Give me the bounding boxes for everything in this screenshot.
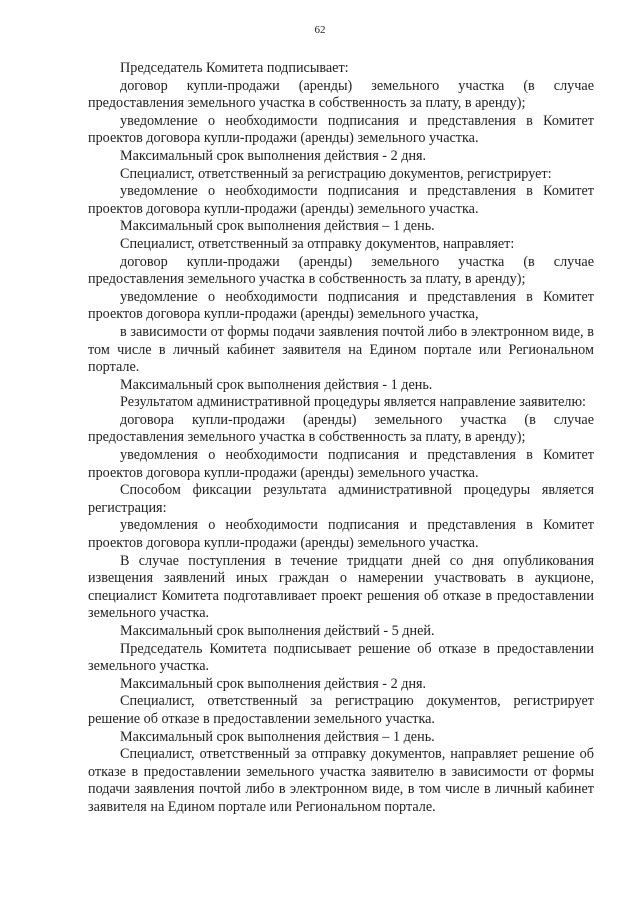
paragraph: договор купли-продажи (аренды) земельного участка (в случае предоставления земельного участка в собственность за плату, в аренду); <box>88 253 594 288</box>
paragraph: Результатом административной процедуры является направление заявителю: <box>120 394 586 411</box>
paragraph: В случае поступления в течение тридцати дней со дня опубликования извещения заявлений иных граждан о намерении участвовать в аукционе, специалист Комитета подготавливает проект решения об отказе в предоставлении земельного участка. <box>88 552 594 622</box>
paragraph: в зависимости от формы подачи заявления почтой либо в электронном виде, в том числе в личный кабинет заявителя на Едином портале или Региональном портале. <box>88 323 594 376</box>
paragraph: уведомление о необходимости подписания и представления в Комитет проектов договора купли-продажи (аренды) земельного участка, <box>88 288 594 323</box>
paragraph: Максимальный срок выполнения действия – 1 день. <box>120 218 435 235</box>
paragraph: Максимальный срок выполнения действия - 2 дня. <box>120 675 427 692</box>
paragraph: договора купли-продажи (аренды) земельного участка (в случае предоставления земельного участка в собственность за плату, в аренду); <box>88 411 594 446</box>
paragraph: Способом фиксации результата административной процедуры является регистрация: <box>88 482 594 516</box>
paragraph: Максимальный срок выполнения действия - 2 дня. <box>120 147 427 164</box>
paragraph: Максимальный срок выполнения действий - 5 дней. <box>120 623 435 639</box>
document-body <box>88 60 594 817</box>
paragraph: Максимальный срок выполнения действия - 1 день. <box>120 376 433 393</box>
paragraph: Председатель Комитета подписывает: <box>120 60 349 76</box>
paragraph: Специалист, ответственный за регистрацию документов, регистрирует: <box>120 165 552 182</box>
page-number: 62 <box>314 24 326 36</box>
paragraph: Специалист, ответственный за отправку документов, направляет: <box>120 235 515 252</box>
paragraph: Специалист, ответственный за регистрацию документов, регистрирует решение об отказе в предоставлении земельного участка. <box>88 693 594 727</box>
paragraph: уведомления о необходимости подписания и представления в Комитет проектов договора купли-продажи (аренды) земельного участка. <box>88 517 594 552</box>
paragraph: уведомление о необходимости подписания и представления в Комитет проектов договора купли-продажи (аренды) земельного участка. <box>88 183 594 217</box>
paragraph: уведомление о необходимости подписания и представления в Комитет проектов договора купли-продажи (аренды) земельного участка. <box>88 112 594 147</box>
paragraph: Специалист, ответственный за отправку документов, направляет решение об отказе в предоставлении земельного участка заявителю в зависимости от формы подачи заявления почтой либо в электронном виде, в том числе в личный кабинет заявителя на Едином портале или Региональном портале. <box>88 746 594 815</box>
paragraph: договор купли-продажи (аренды) земельного участка (в случае предоставления земельного участка в собственность за плату, в аренду); <box>88 77 594 112</box>
paragraph: Председатель Комитета подписывает решение об отказе в предоставлении земельного участка. <box>88 640 594 675</box>
paragraph: Максимальный срок выполнения действия – 1 день. <box>120 728 435 745</box>
paragraph: уведомления о необходимости подписания и представления в Комитет проектов договора купли-продажи (аренды) земельного участка. <box>88 447 594 481</box>
